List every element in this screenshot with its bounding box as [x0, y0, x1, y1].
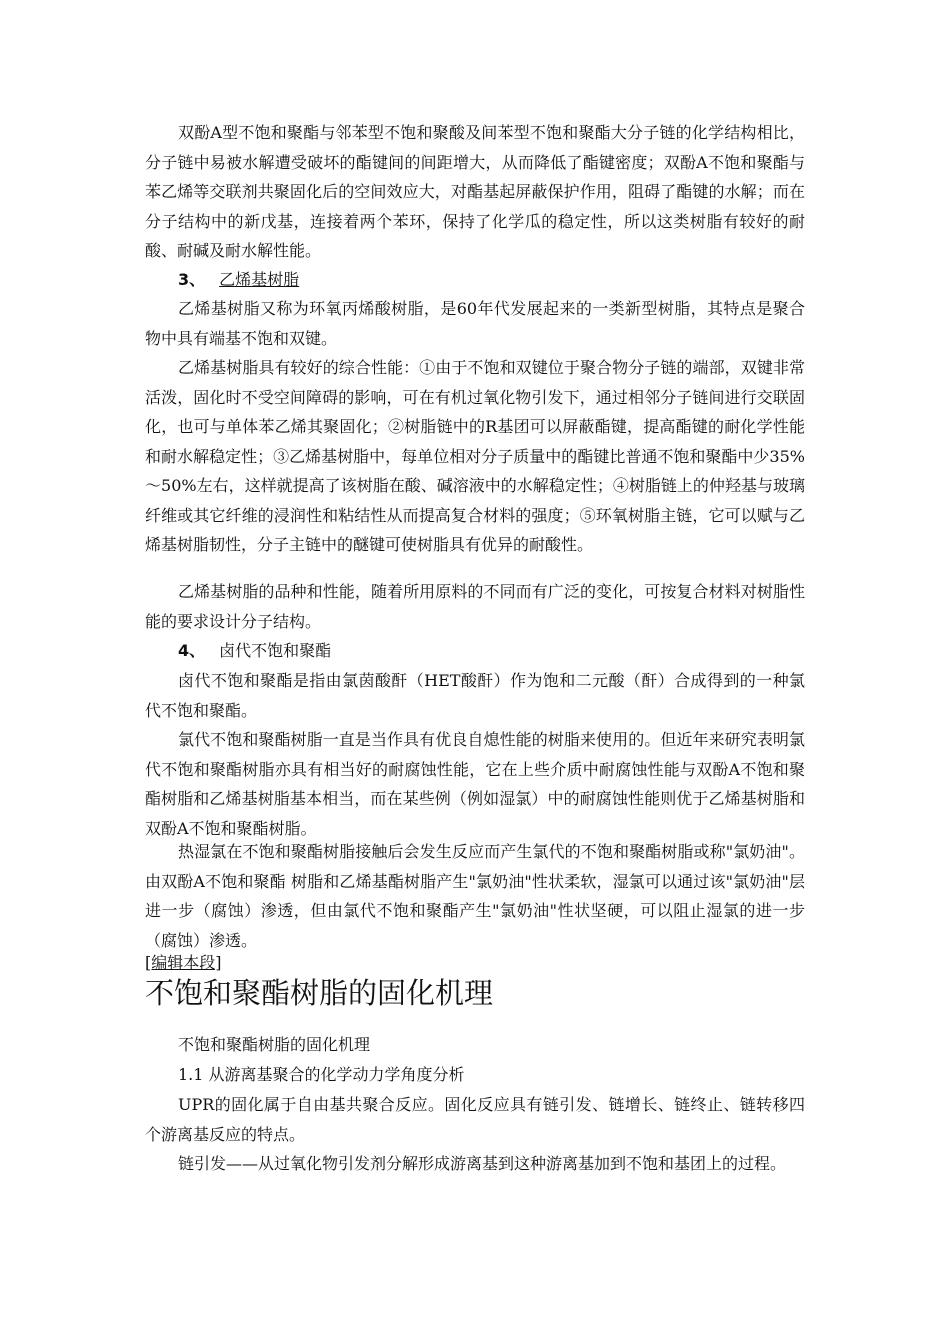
paragraph-kinetics-heading: 1.1 从游离基聚合的化学动力学角度分析 — [178, 1065, 465, 1084]
paragraph-vinyl-intro: 乙烯基树脂又称为环氧丙烯酸树脂，是60年代发展起来的一类新型树脂，其特点是聚合物中具有端基不饱和双键。 — [145, 299, 805, 348]
paragraph-chain-initiation: 链引发——从过氧化物引发剂分解形成游离基到这种游离基加到不饱和基团上的过程。 — [178, 1154, 787, 1173]
section-title: 不饱和聚酯树脂的固化机理 — [145, 976, 494, 1010]
paragraph-mechanism-title: 不饱和聚酯树脂的固化机理 — [178, 1035, 371, 1054]
subheading-number: 3、 — [178, 270, 206, 289]
paragraph-vinyl-variety: 乙烯基树脂的品种和性能，随着所用原料的不同而有广泛的变化，可按复合材料对树脂性能的要求设计分子结构。 — [145, 582, 805, 631]
subheading-text: 乙烯基树脂 — [219, 270, 300, 289]
subheading-text: 卤代不饱和聚酯 — [219, 641, 332, 660]
edit-section-link[interactable]: [编辑本段] — [145, 953, 222, 972]
subheading-vinyl-ester — [178, 265, 299, 295]
paragraph-upr-curing: UPR的固化属于自由基共聚合反应。固化反应具有链引发、链增长、链终止、链转移四个游离基反应的特点。 — [145, 1095, 805, 1144]
subheading-halogenated — [178, 636, 331, 666]
subheading-number: 4、 — [178, 641, 206, 660]
paragraph-halogenated-def: 卤代不饱和聚酯是指由氯茵酸酐（HET酸酐）作为饱和二元酸（酐）合成得到的一种氯代不饱和聚酯。 — [145, 671, 805, 720]
paragraph-chlorinated-corrosion: 氯代不饱和聚酯树脂一直是当作具有优良自熄性能的树脂来使用的。但近年来研究表明氯代不饱和聚酯树脂亦具有相当好的耐腐蚀性能，它在上些介质中耐腐蚀性能与双酚A不饱和聚酯树脂和乙烯基树脂基本相当，而在某些例（例如湿氯）中的耐腐蚀性能则优于乙烯基树脂和双酚A不饱和聚酯树脂。 — [145, 730, 805, 838]
paragraph-bisphenol-a: 双酚A型不饱和聚酯与邻苯型不饱和聚酸及间苯型不饱和聚酯大分子链的化学结构相比，分子链中易被水解遭受破坏的酯键间的间距增大，从而降低了酯键密度；双酚A不饱和聚酯与苯乙烯等交联剂共聚固化后的空间效应大，对酯基起屏蔽保护作用，阻碍了酯键的水解；而在分子结构中的新戊基，连接着两个苯环，保持了化学瓜的稳定性，所以这类树脂有较好的耐酸、耐碱及耐水解性能。 — [145, 123, 805, 260]
paragraph-vinyl-properties: 乙烯基树脂具有较好的综合性能：①由于不饱和双键位于聚合物分子链的端部，双键非常活泼，固化时不受空间障碍的影响，可在有机过氧化物引发下，通过相邻分子链间进行交联固化，也可与单体苯乙烯其聚固化；②树脂链中的R基团可以屏蔽酯键，提高酯键的耐化学性能和耐水解稳定性；③乙烯基树脂中，每单位相对分子质量中的酯键比普通不饱和聚酯中少35%～50%左右，这样就提高了该树脂在酸、碱溶液中的水解稳定性；④树脂链上的仲羟基与玻璃纤维或其它纤维的浸润性和粘结性从而提高复合材料的强度；⑤环氧树脂主链，它可以赋与乙烯基树脂韧性，分子主链中的醚键可使树脂具有优异的耐酸性。 — [145, 358, 805, 554]
paragraph-chlorine-cream: 热湿氯在不饱和聚酯树脂接触后会发生反应而产生氯代的不饱和聚酯树脂或称"氯奶油"。由双酚A不饱和聚酯 树脂和乙烯基酯树脂产生"氯奶油"性状柔软，湿氯可以通过该"氯奶油"层进一步（腐蚀）渗透，但由氯代不饱和聚酯产生"氯奶油"性状坚硬，可以阻止湿氯的进一步（腐蚀）渗透。 — [145, 842, 805, 950]
